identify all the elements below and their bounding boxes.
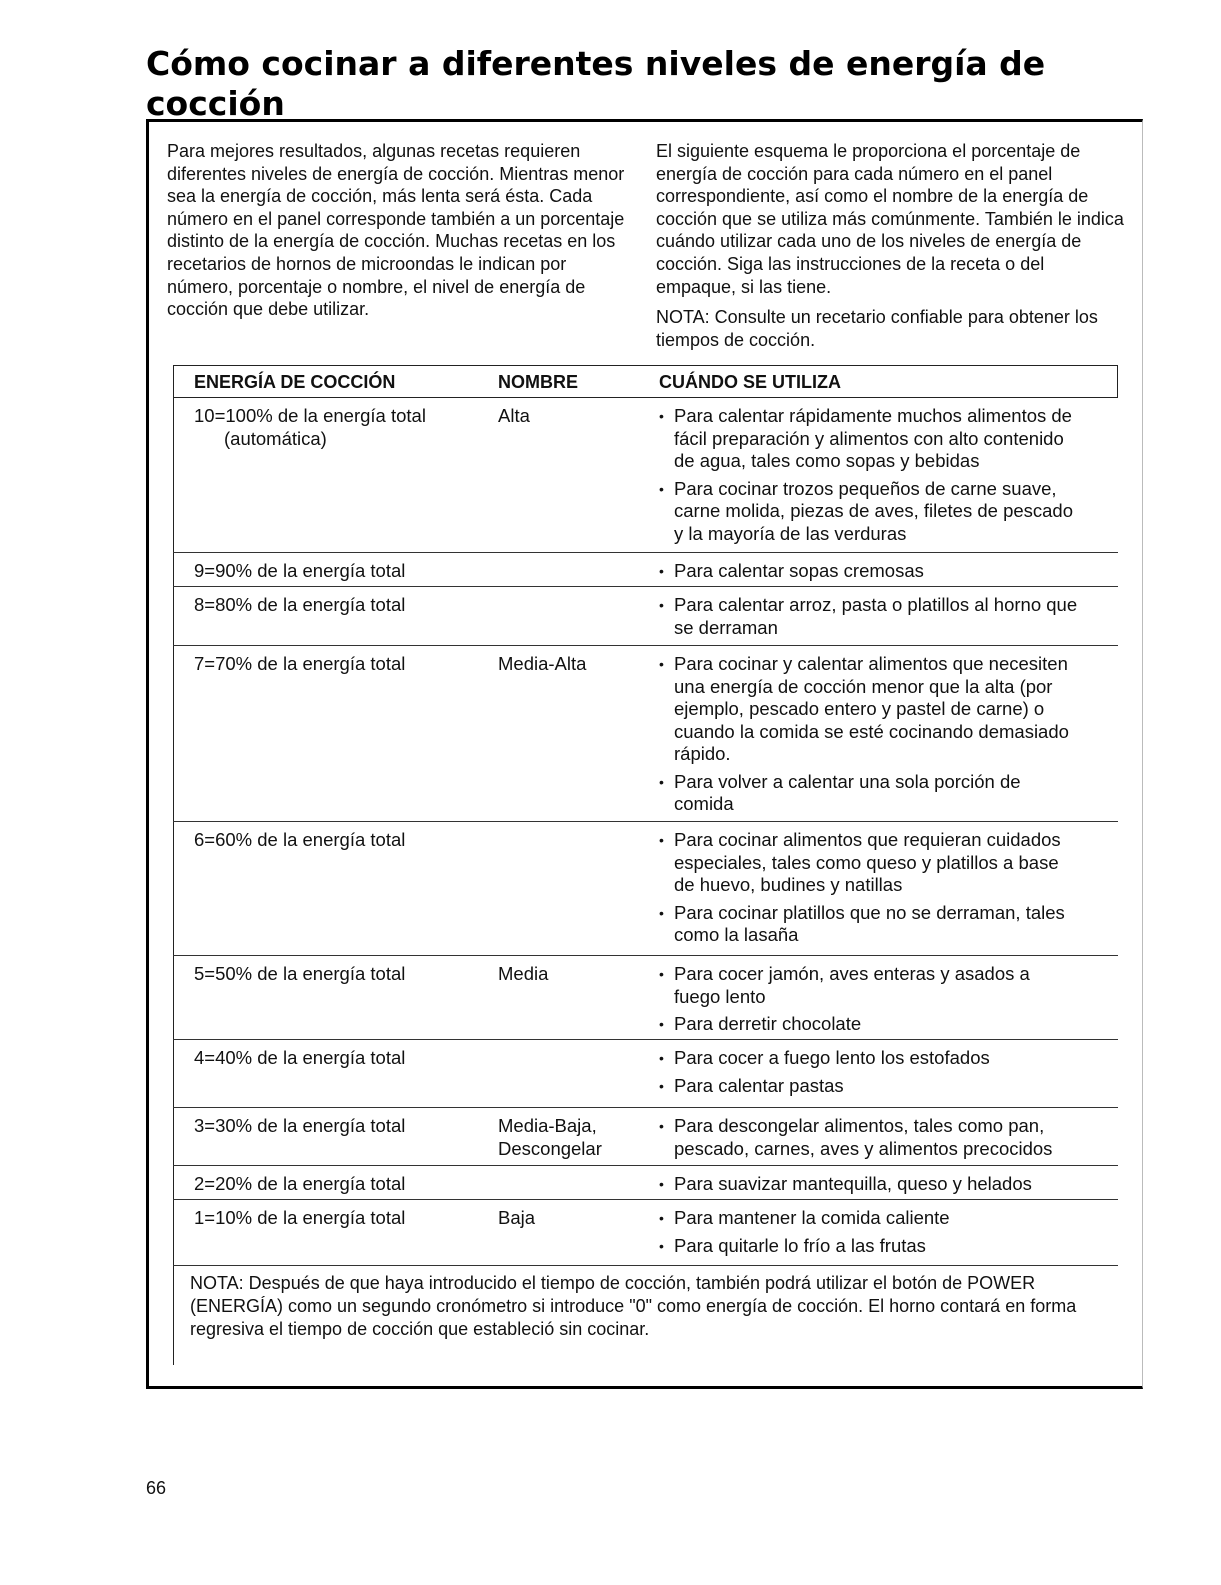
energy-level-note: (automática) <box>224 427 327 449</box>
intro-left-text: Para mejores resultados, algunas recetas requieren diferentes niveles de energía de cocción. Mientras menor sea la energía de cocción, más lenta será ésta. Cada número en el panel corresponde también a un porcentaje distinto de la energía de cocción. Muchas recetas en los recetarios de hornos de microondas le indican por número, porcentaje o nombre, el nivel de energía de cocción que debe utilizar. <box>167 141 625 320</box>
usage-item: • Para calentar sopas cremosas <box>659 560 1079 583</box>
energy-level-text: 9=90% de la energía total <box>194 560 406 581</box>
usage-item: • Para volver a calentar una sola porción de comida <box>659 771 1079 816</box>
power-name-cell: Media <box>498 963 549 984</box>
usage-item: • Para cocer a fuego lento los estofados <box>659 1047 1079 1070</box>
table-row <box>173 398 1118 553</box>
table-row <box>173 1040 1118 1108</box>
intro-left-paragraph <box>167 140 627 329</box>
bottom-note: NOTA: Después de que haya introducido el tiempo de cocción, también podrá utilizar el botón de POWER (ENERGÍA) como un segundo cronómetro si introduce "0" como energía de cocción. El horno contará en forma regresiva el tiempo de cocción que estableció sin cocinar. <box>190 1273 1077 1339</box>
power-name-cell: Media-Alta <box>498 653 587 674</box>
table-row <box>173 956 1118 1040</box>
energy-level-cell <box>194 405 494 450</box>
usage-list <box>659 1173 1079 1201</box>
energy-level-text: 5=50% de la energía total <box>194 963 406 984</box>
usage-item: • Para cocinar alimentos que requieran cuidados especiales, tales como queso y platillos a base de huevo, budines y natillas <box>659 829 1079 897</box>
usage-item: • Para cocinar trozos pequeños de carne suave, carne molida, piezas de aves, filetes de pescado y la mayoría de las verduras <box>659 478 1079 546</box>
table-row <box>173 646 1118 822</box>
intro-right-text: El siguiente esquema le proporciona el porcentaje de energía de cocción para cada número en el panel correspondiente, así como el nombre de la energía de cocción que se utiliza más comúnmente. También le indica cuándo utilizar cada uno de los niveles de energía de cocción. Siga las instrucciones de la receta o del empaque, si las tiene. <box>656 141 1124 297</box>
table-row <box>173 1166 1118 1200</box>
power-name-cell: Alta <box>498 405 530 426</box>
usage-list <box>659 963 1079 1041</box>
usage-item: • Para mantener la comida caliente <box>659 1207 1079 1230</box>
energy-level-text: 1=10% de la energía total <box>194 1207 406 1228</box>
power-name-cell: Baja <box>498 1207 536 1228</box>
energy-level-cell <box>194 653 494 676</box>
usage-item: • Para cocinar platillos que no se derraman, tales como la lasaña <box>659 902 1079 947</box>
energy-level-cell <box>194 1173 494 1196</box>
header-name: NOMBRE <box>498 372 578 392</box>
usage-list <box>659 594 1079 644</box>
usage-list <box>659 405 1079 550</box>
page-title: Cómo cocinar a diferentes niveles de energía de cocción <box>146 44 1046 123</box>
usage-item: • Para calentar pastas <box>659 1075 1079 1098</box>
energy-level-cell <box>194 829 494 852</box>
intro-right-paragraph <box>656 140 1126 359</box>
usage-item: • Para calentar arroz, pasta o platillos al horno que se derraman <box>659 594 1079 639</box>
usage-list <box>659 1047 1079 1102</box>
table-header-row <box>173 365 1118 398</box>
header-when: CUÁNDO SE UTILIZA <box>659 372 841 392</box>
usage-list <box>659 1115 1079 1165</box>
energy-level-cell <box>194 560 494 583</box>
usage-item: • Para suavizar mantequilla, queso y helados <box>659 1173 1079 1196</box>
energy-level-text: 4=40% de la energía total <box>194 1047 406 1068</box>
energy-level-text: 10=100% de la energía total <box>194 405 426 426</box>
energy-level-cell <box>194 963 494 986</box>
energy-level-text: 6=60% de la energía total <box>194 829 406 850</box>
energy-level-cell <box>194 594 494 617</box>
usage-list <box>659 560 1079 588</box>
usage-list <box>659 653 1079 821</box>
usage-item: • Para cocinar y calentar alimentos que necesiten una energía de cocción menor que la alta (por ejemplo, pescado entero y pastel de carne) o cuando la comida se esté cocinando demasiado rápido. <box>659 653 1079 766</box>
page-number: 66 <box>146 1478 167 1498</box>
energy-level-text: 7=70% de la energía total <box>194 653 406 674</box>
table-row <box>173 553 1118 587</box>
energy-level-cell <box>194 1115 494 1138</box>
usage-item: • Para derretir chocolate <box>659 1013 1079 1036</box>
intro-note: NOTA: Consulte un recetario confiable para obtener los tiempos de cocción. <box>656 307 1098 350</box>
energy-level-cell <box>194 1207 494 1230</box>
table-row <box>173 587 1118 646</box>
energy-level-cell <box>194 1047 494 1070</box>
energy-level-text: 3=30% de la energía total <box>194 1115 406 1136</box>
usage-item: • Para descongelar alimentos, tales como pan, pescado, carnes, aves y alimentos precocidos <box>659 1115 1079 1160</box>
energy-level-text: 8=80% de la energía total <box>194 594 406 615</box>
usage-list <box>659 829 1079 952</box>
header-energy: ENERGÍA DE COCCIÓN <box>194 372 396 392</box>
table-row <box>173 1200 1118 1266</box>
usage-item: • Para calentar rápidamente muchos alimentos de fácil preparación y alimentos con alto contenido de agua, tales como sopas y bebidas <box>659 405 1079 473</box>
usage-item: • Para quitarle lo frío a las frutas <box>659 1235 1079 1258</box>
energy-level-text: 2=20% de la energía total <box>194 1173 406 1194</box>
usage-list <box>659 1207 1079 1262</box>
table-row <box>173 822 1118 956</box>
usage-item: • Para cocer jamón, aves enteras y asados a fuego lento <box>659 963 1079 1008</box>
table-row <box>173 1108 1118 1166</box>
power-name-cell: Media-Baja, Descongelar <box>498 1115 602 1159</box>
